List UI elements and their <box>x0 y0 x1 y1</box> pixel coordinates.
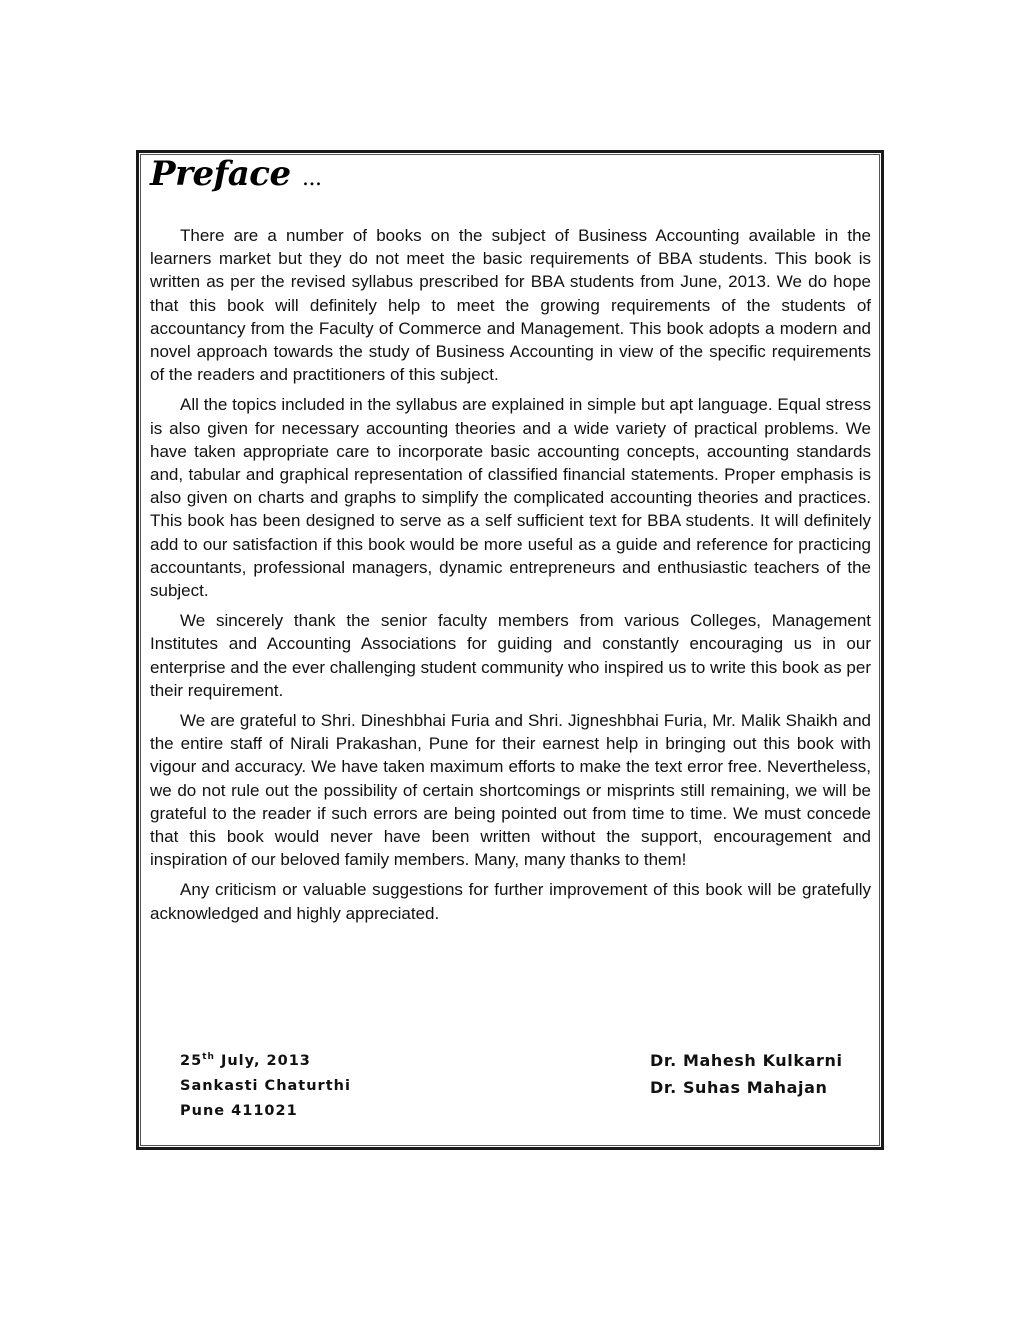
date-rest: July, 2013 <box>214 1053 311 1069</box>
preface-body <box>150 224 871 932</box>
paragraph-3: We sincerely thank the senior faculty members from various Colleges, Management Institutes and Accounting Associations for guiding and constantly encouraging us in our enterprise and the ever challenging student community who inspired us to write this book as per their requirement. <box>150 611 871 700</box>
page-title <box>150 154 321 194</box>
title-text: Preface <box>150 154 291 194</box>
signoff-authors <box>650 1047 843 1101</box>
paragraph-2: All the topics included in the syllabus are explained in simple but apt language. Equal stress is also given for necessary accounting theories and a wide variety of practical problems. We have taken appropriate care to incorporate basic accounting concepts, accounting standards and, tabular and graphical representation of classified financial statements. Proper emphasis is also given on charts and graphs to simplify the complicated accounting theories and practices. This book has been designed to serve as a self sufficient text for BBA students. It will definitely add to our satisfaction if this book would be more useful as a guide and reference for practicing accountants, professional managers, dynamic entrepreneurs and enthusiastic teachers of the subject. <box>150 395 871 601</box>
paragraph-5: Any criticism or valuable suggestions for further improvement of this book will be gratefully acknowledged and highly appreciated. <box>150 880 871 923</box>
date-ordinal-suffix: th <box>202 1052 215 1063</box>
signoff-occasion: Sankasti Chaturthi <box>180 1078 351 1094</box>
title-ellipsis: ... <box>301 166 322 191</box>
author-2: Dr. Suhas Mahajan <box>650 1078 828 1097</box>
signoff-details <box>180 1049 351 1124</box>
author-1: Dr. Mahesh Kulkarni <box>650 1051 843 1070</box>
date-day: 25 <box>180 1053 203 1069</box>
paragraph-1: There are a number of books on the subject of Business Accounting available in the learners market but they do not meet the basic requirements of BBA students. This book is written as per the revised syllabus prescribed for BBA students from June, 2013. We do hope that this book will definitely help to meet the growing requirements of the students of accountancy from the Faculty of Commerce and Management. This book adopts a modern and novel approach towards the study of Business Accounting in view of the specific requirements of the readers and practitioners of this subject. <box>150 226 871 385</box>
signoff-place: Pune 411021 <box>180 1103 298 1119</box>
signoff-date <box>180 1049 351 1074</box>
paragraph-4: We are grateful to Shri. Dineshbhai Furia and Shri. Jigneshbhai Furia, Mr. Malik Shaikh and the entire staff of Nirali Prakashan, Pune for their earnest help in bringing out this book with vigour and accuracy. We have taken maximum efforts to make the text error free. Nevertheless, we do not rule out the possibility of certain shortcomings or misprints still remaining, we will be grateful to the reader if such errors are being pointed out from time to time. We must concede that this book would never have been written without the support, encouragement and inspiration of our beloved family members. Many, many thanks to them! <box>150 711 871 870</box>
